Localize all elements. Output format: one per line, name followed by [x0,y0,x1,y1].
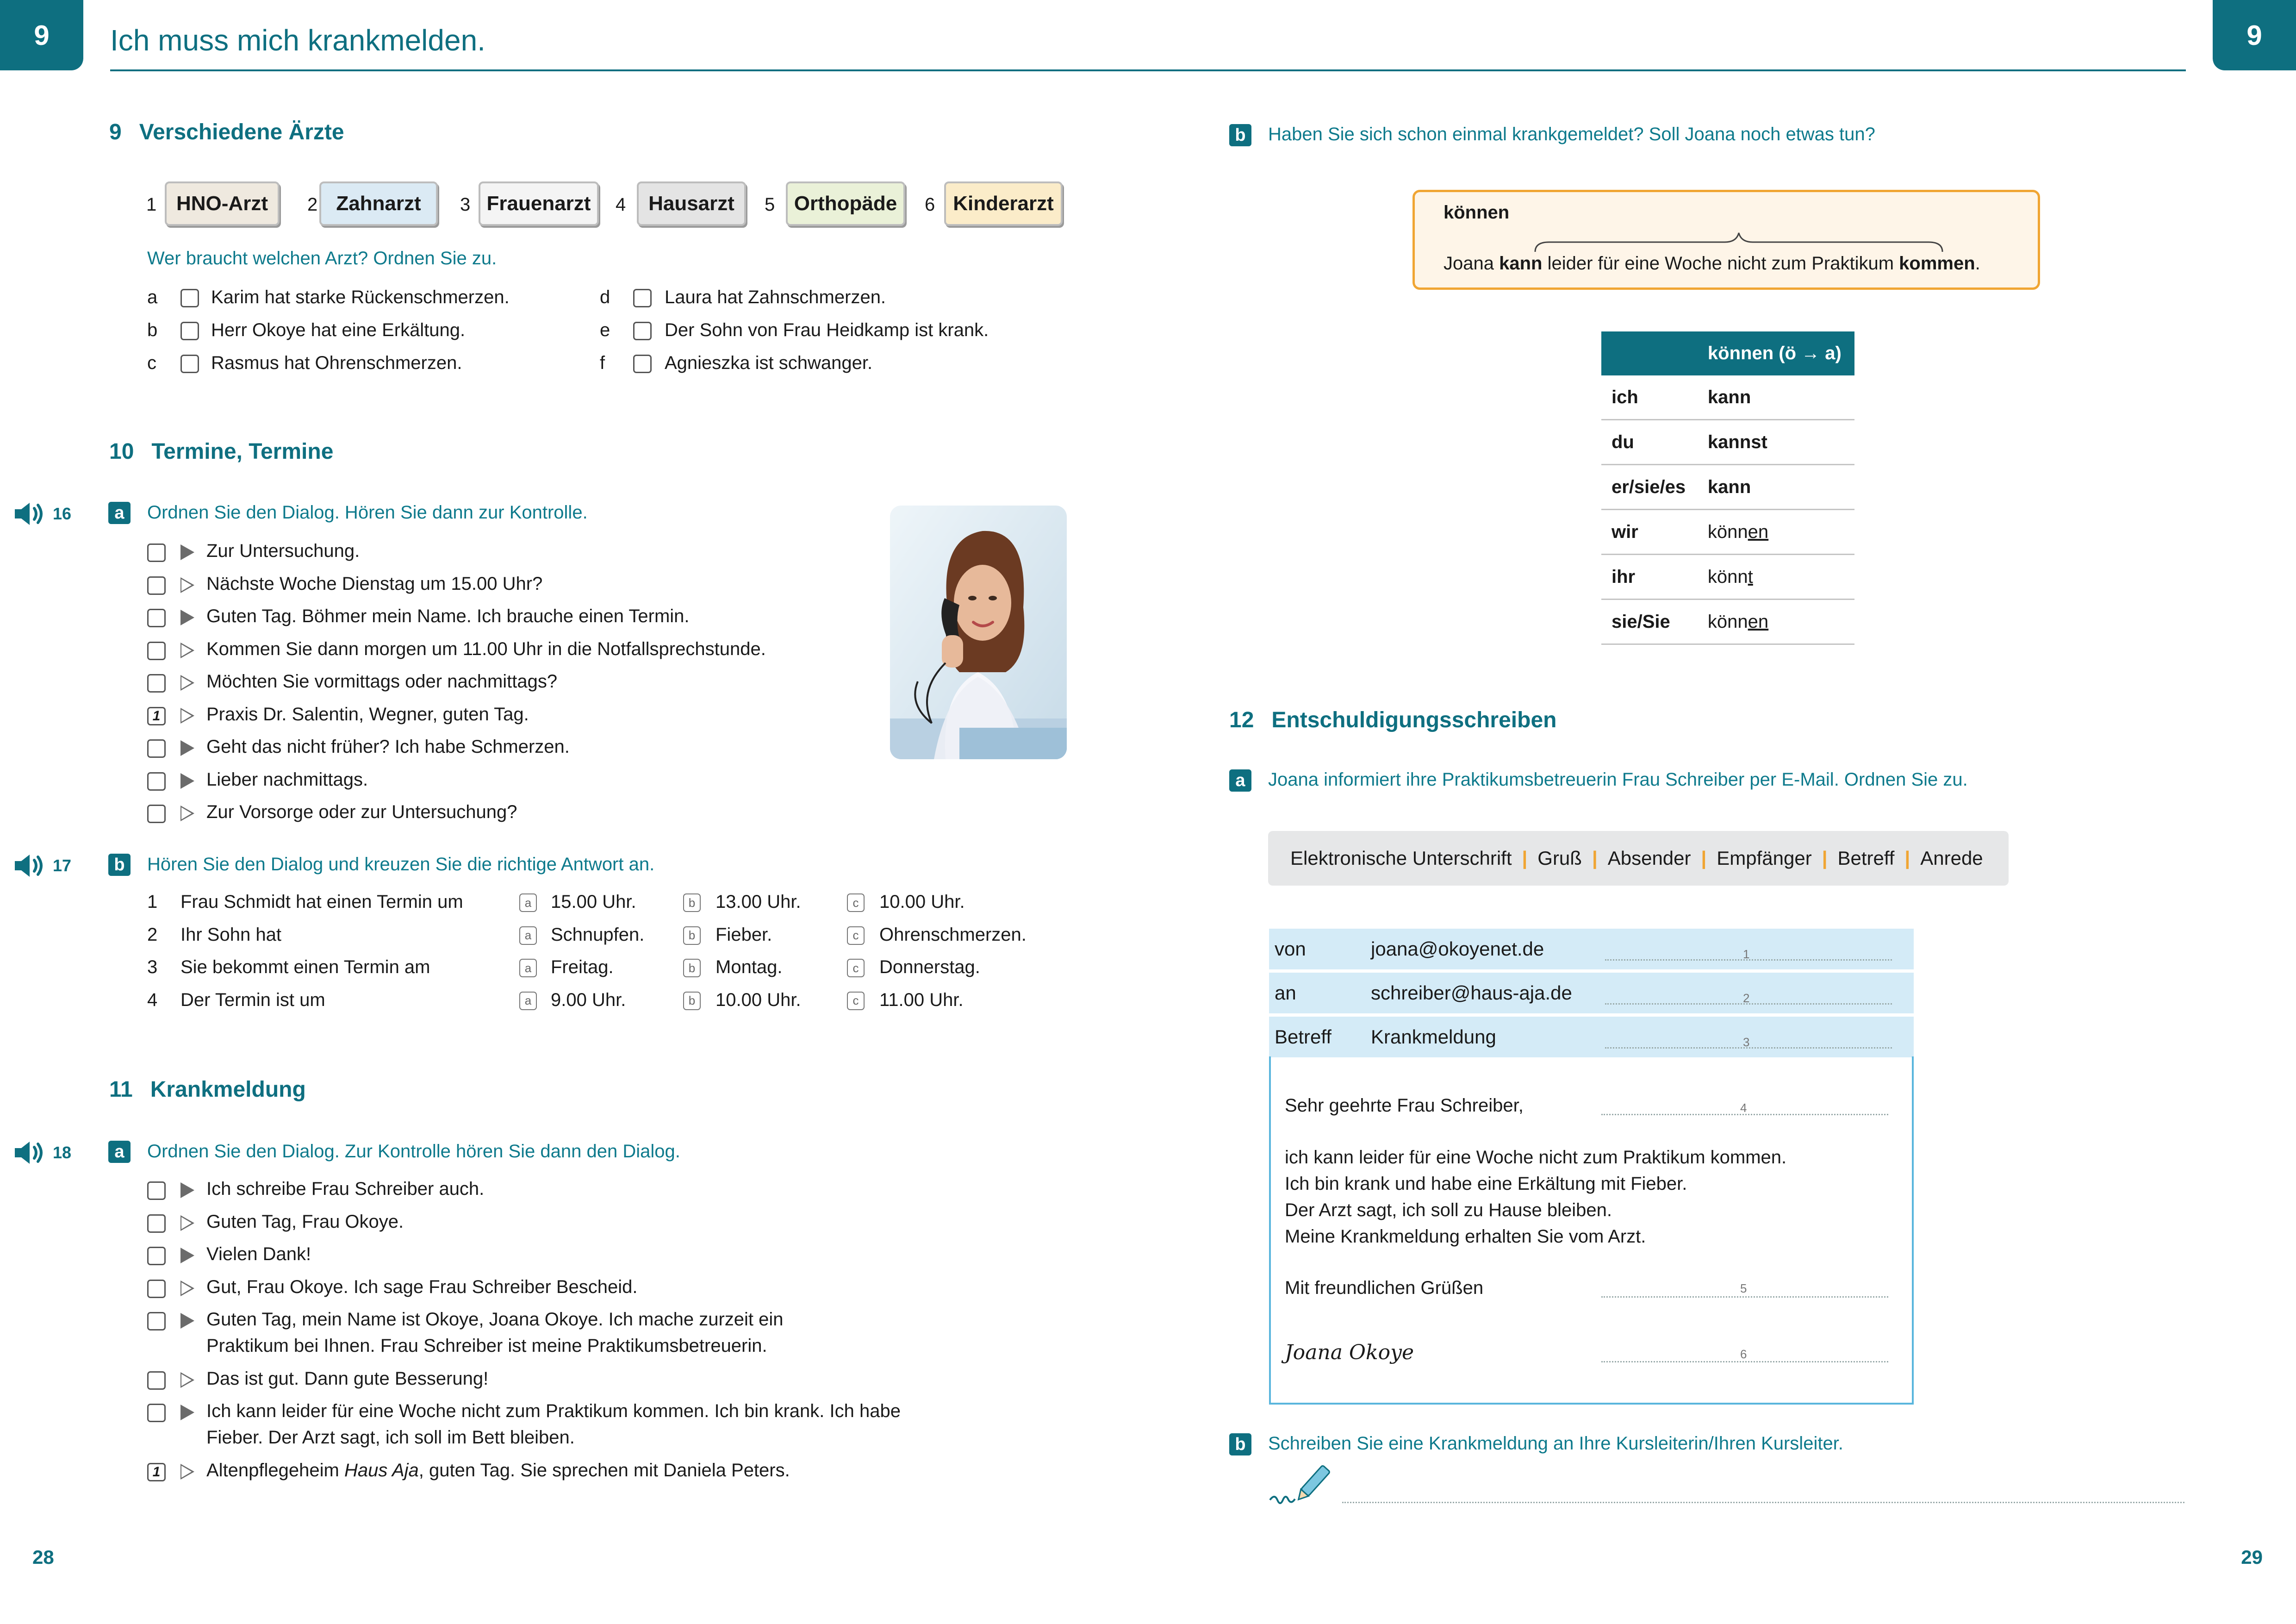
conj-pronoun: du [1601,420,1698,465]
email-field-value: joana@okoyenet.de [1371,938,1544,960]
item-letter: b [147,320,158,340]
email-field-label: Betreff [1275,1026,1332,1048]
option-c-text: Ohrenschmerzen. [879,924,1027,945]
option-b-box[interactable]: b [683,893,701,912]
order-checkbox[interactable] [147,543,166,562]
option-a-text: Schnupfen. [551,924,645,945]
dialog-line: Guten Tag. Böhmer mein Name. Ich brauche einen Termin. [206,606,690,626]
doctor-tag-6[interactable]: Kinderarzt [944,181,1063,226]
conj-form: kann [1698,465,1854,510]
option-b-text: Fieber. [716,924,772,945]
dialog-line: Nächste Woche Dienstag um 15.00 Uhr? [206,573,543,594]
option-c-text: 11.00 Uhr. [879,989,964,1010]
doctor-tag-2[interactable]: Zahnarzt [319,181,438,226]
audio-track-number: 18 [53,1143,72,1162]
doctor-tag-1[interactable]: HNO-Arzt [165,181,280,226]
title-rule [110,69,2186,71]
option-a-text: Freitag. [551,957,614,977]
grammar-box-koennen [1412,190,2040,290]
doctor-number: 6 [925,194,935,215]
email-body-line: Meine Krankmeldung erhalten Sie vom Arzt. [1285,1226,1646,1247]
item-letter: c [147,353,156,373]
question-text: Ihr Sohn hat [180,924,281,945]
order-checkbox[interactable] [147,1312,166,1330]
doctor-number: 3 [460,194,471,215]
question-number: 2 [147,924,158,945]
email-field-label: von [1275,938,1306,960]
conj-form: kann [1698,375,1854,420]
item-text: Herr Okoye hat eine Erkältung. [211,320,466,340]
answer-checkbox[interactable] [180,289,199,307]
speaker-a-arrow-icon [180,610,194,625]
question-number: 4 [147,989,158,1010]
modal-verb: kann [1499,253,1543,274]
email-row-3 [1269,1017,1914,1057]
conjugation-table [1601,331,1854,645]
answer-checkbox[interactable] [180,355,199,373]
chapter-tab-left: 9 [0,0,83,70]
option-a-box[interactable]: a [519,992,537,1010]
dialog-line: Kommen Sie dann morgen um 11.00 Uhr in die Notfallsprechstunde. [206,638,766,659]
word-bank-item[interactable]: Betreff [1837,847,1895,869]
answer-checkbox[interactable] [180,322,199,340]
option-a-text: 9.00 Uhr. [551,989,626,1010]
item-letter: f [600,353,605,373]
dialog-line-cont: Fieber. Der Arzt sagt, ich soll im Bett bleiben. [206,1427,575,1448]
conj-header-blank [1601,331,1698,375]
item-text: Agnieszka ist schwanger. [665,353,873,373]
audio-track-18[interactable] [14,1140,71,1166]
email-body-line: ich kann leider für eine Woche nicht zum Praktikum kommen. [1285,1147,1787,1168]
word-separator: | [1822,847,1828,869]
audio-track-number: 16 [53,504,72,523]
doctor-tag-3[interactable]: Frauenarzt [479,181,599,226]
speaker-b-arrow-icon [180,643,194,658]
dialog-line: Praxis Dr. Salentin, Wegner, guten Tag. [206,704,529,725]
ex12b-instruction: Schreiben Sie eine Krankmeldung an Ihre Kursleiterin/Ihren Kursleiter. [1268,1433,1843,1454]
speaker-a-arrow-icon [180,1405,194,1420]
option-a-text: 15.00 Uhr. [551,892,636,912]
speaker-b-arrow-icon [180,577,194,593]
ex9-instruction: Wer braucht welchen Arzt? Ordnen Sie zu. [147,248,497,269]
doctor-number: 4 [616,194,626,215]
dialog-line: Zur Untersuchung. [206,541,360,561]
answer-checkbox[interactable] [633,322,652,340]
order-checkbox[interactable] [147,1404,166,1422]
blank-number-2: 2 [1743,991,1750,1005]
dialog-line: Guten Tag, Frau Okoye. [206,1211,404,1232]
audio-track-number: 17 [53,856,72,875]
answer-checkbox[interactable] [633,355,652,373]
item-text: Laura hat Zahnschmerzen. [665,287,886,307]
blank-number-3: 3 [1743,1035,1750,1049]
conj-row [1601,465,1854,510]
pencil-icon [1268,1463,1333,1505]
dialog-line: Guten Tag, mein Name ist Okoye, Joana Okoye. Ich mache zurzeit ein [206,1309,784,1330]
conj-row [1601,510,1854,555]
dialog-line: Geht das nicht früher? Ich habe Schmerzen. [206,737,570,757]
doctor-number: 5 [765,194,775,215]
page-number-right: 29 [2241,1546,2263,1568]
question-text: Frau Schmidt hat einen Termin um [180,892,463,912]
speaker-a-arrow-icon [180,773,194,789]
conj-form: können [1698,600,1854,644]
speaker-a-arrow-icon [180,544,194,560]
blank-number-6: 6 [1740,1347,1747,1361]
speaker-b-arrow-icon [180,1372,194,1388]
dialog-line: Ich kann leider für eine Woche nicht zum Praktikum kommen. Ich bin krank. Ich habe [206,1401,901,1421]
ex10b-badge: b [108,854,131,876]
conj-pronoun: sie/Sie [1601,600,1698,644]
order-checkbox[interactable] [147,805,166,823]
item-text: Rasmus hat Ohrenschmerzen. [211,353,462,373]
speaker-a-arrow-icon [180,1248,194,1263]
word-separator: | [1592,847,1598,869]
email-body-line: Der Arzt sagt, ich soll zu Hause bleiben. [1285,1200,1612,1220]
word-bank-item[interactable]: Empfänger [1717,847,1812,869]
option-b-box[interactable]: b [683,926,701,945]
speaker-b-arrow-icon [180,1280,194,1296]
word-bank-item[interactable]: Anrede [1920,847,1983,869]
ex9-title [109,119,344,145]
order-checkbox[interactable]: 1 [147,1463,166,1481]
email-field-label: an [1275,982,1296,1004]
ex12a-instruction: Joana informiert ihre Praktikumsbetreuerin Frau Schreiber per E-Mail. Ordnen Sie zu. [1268,769,1968,790]
blank-line-5[interactable] [1601,1296,1888,1298]
question-text: Sie bekommt einen Termin am [180,957,430,977]
conj-row [1601,375,1854,420]
grammar-box-title: können [1444,202,1510,223]
email-field-value: Krankmeldung [1371,1026,1496,1048]
word-bank-item[interactable]: Elektronische Unterschrift [1290,847,1512,869]
question-number: 3 [147,957,158,977]
question-text: Der Termin ist um [180,989,325,1010]
order-checkbox[interactable] [147,609,166,627]
option-c-text: 10.00 Uhr. [879,892,965,912]
doctor-number: 2 [307,194,318,215]
speaker-b-arrow-icon [180,675,194,691]
conj-form: könnt [1698,555,1854,600]
email-signature: Joana Okoye [1285,1341,1414,1364]
speaker-b-arrow-icon [180,1215,194,1231]
option-c-text: Donnerstag. [879,957,980,977]
speaker-b-arrow-icon [180,806,194,821]
item-letter: e [600,320,610,340]
ex11a-instruction: Ordnen Sie den Dialog. Zur Kontrolle hören Sie dann den Dialog. [147,1141,680,1162]
dialog-line: Zur Vorsorge oder zur Untersuchung? [206,802,517,822]
grammar-sentence: Joana kann leider für eine Woche nicht zum Praktikum kommen. [1444,253,1980,274]
speaker-b-arrow-icon [180,1464,194,1480]
blank-number-1: 1 [1743,947,1750,961]
dialog-line: Gut, Frau Okoye. Ich sage Frau Schreiber Bescheid. [206,1276,638,1297]
email-row-1 [1269,929,1914,969]
ex10-number: 10 [109,439,134,464]
word-separator: | [1701,847,1707,869]
ex10a-instruction: Ordnen Sie den Dialog. Hören Sie dann zur Kontrolle. [147,502,588,523]
doctor-tag-4[interactable]: Hausarzt [637,181,746,226]
ex10a-badge: a [108,502,131,524]
speaker-icon [14,853,46,879]
item-text: Karim hat starke Rückenschmerzen. [211,287,510,307]
speaker-icon [14,501,46,527]
ex9-heading: Verschiedene Ärzte [139,120,344,144]
email-closing: Mit freundlichen Grüßen [1285,1278,1484,1298]
conj-row [1601,420,1854,465]
ex12b-badge: b [1229,1433,1251,1455]
email-row-2 [1269,973,1914,1013]
option-c-box[interactable]: c [847,959,865,977]
ex10b-instruction: Hören Sie den Dialog und kreuzen Sie die richtige Antwort an. [147,854,655,874]
order-checkbox[interactable] [147,674,166,693]
ex11b-badge: b [1229,124,1251,146]
dialog-line: Altenpflegeheim Haus Aja, guten Tag. Sie sprechen mit Daniela Peters. [206,1460,790,1480]
writing-line[interactable] [1342,1502,2184,1503]
option-b-text: 13.00 Uhr. [716,892,801,912]
conj-pronoun: ich [1601,375,1698,420]
ex11a-badge: a [108,1141,131,1163]
word-bank-item[interactable]: Gruß [1537,847,1582,869]
question-number: 1 [147,892,158,912]
email-salutation: Sehr geehrte Frau Schreiber, [1285,1095,1524,1116]
dialog-line: Lieber nachmittags. [206,769,368,790]
speaker-a-arrow-icon [180,1313,194,1329]
ex11b-instruction: Haben Sie sich schon einmal krankgemeldet? Soll Joana noch etwas tun? [1268,124,1875,144]
dialog-line-cont: Praktikum bei Ihnen. Frau Schreiber ist meine Praktikumsbetreuerin. [206,1336,767,1356]
ex10-title [109,439,333,464]
dialog-line: Vielen Dank! [206,1244,311,1264]
option-a-box[interactable]: a [519,893,537,912]
order-checkbox[interactable] [147,1181,166,1200]
dialog-line: Ich schreibe Frau Schreiber auch. [206,1179,485,1199]
ex12-number: 12 [1229,708,1254,732]
ex12a-badge: a [1229,769,1251,792]
ex12-heading: Entschuldigungsschreiben [1271,708,1557,732]
order-checkbox[interactable] [147,576,166,595]
doctor-number: 1 [146,194,157,215]
order-checkbox[interactable] [147,1371,166,1390]
item-text: Der Sohn von Frau Heidkamp ist krank. [665,320,989,340]
photo-receptionist [890,506,1067,759]
dialog-line: Das ist gut. Dann gute Besserung! [206,1368,489,1389]
option-a-box[interactable]: a [519,926,537,945]
ex9-number: 9 [109,120,122,144]
option-a-box[interactable]: a [519,959,537,977]
conj-form: kannst [1698,420,1854,465]
chapter-tab-right: 9 [2213,0,2296,70]
item-letter: d [600,287,610,307]
option-b-text: Montag. [716,957,783,977]
conj-pronoun: wir [1601,510,1698,555]
infinitive-verb: kommen [1899,253,1975,274]
word-bank [1268,831,2009,886]
receptionist-illustration [890,506,1067,759]
order-checkbox[interactable]: 1 [147,707,166,725]
order-checkbox[interactable] [147,642,166,660]
email-body-line: Ich bin krank und habe eine Erkältung mit Fieber. [1285,1174,1687,1194]
speaker-icon [14,1140,46,1166]
item-letter: a [147,287,158,307]
audio-track-17[interactable] [14,853,71,879]
option-b-box[interactable]: b [683,992,701,1010]
sentence-bracket [1531,231,1947,254]
email-field-value: schreiber@haus-aja.de [1371,982,1572,1004]
speaker-a-arrow-icon [180,1182,194,1198]
audio-track-16[interactable] [14,501,71,527]
conj-pronoun: er/sie/es [1601,465,1698,510]
word-bank-item[interactable]: Absender [1607,847,1691,869]
option-c-box[interactable]: c [847,926,865,945]
speaker-b-arrow-icon [180,708,194,724]
option-b-box[interactable]: b [683,959,701,977]
conj-row [1601,555,1854,600]
ex10-heading: Termine, Termine [151,439,334,464]
ex11-title [109,1077,306,1102]
speaker-a-arrow-icon [180,740,194,756]
ex11-heading: Krankmeldung [150,1077,306,1102]
blank-number-4: 4 [1740,1101,1747,1115]
option-c-box[interactable]: c [847,893,865,912]
word-separator: | [1522,847,1528,869]
conj-row [1601,600,1854,644]
conj-header: können (ö → a) [1698,331,1854,375]
order-checkbox[interactable] [147,1214,166,1233]
conj-form: können [1698,510,1854,555]
option-b-text: 10.00 Uhr. [716,989,801,1010]
order-checkbox[interactable] [147,772,166,791]
order-checkbox[interactable] [147,1280,166,1298]
dialog-line: Möchten Sie vormittags oder nachmittags? [206,671,558,692]
blank-number-5: 5 [1740,1281,1747,1295]
order-checkbox[interactable] [147,1247,166,1265]
answer-checkbox[interactable] [633,289,652,307]
option-c-box[interactable]: c [847,992,865,1010]
ex11-number: 11 [109,1077,133,1102]
chapter-title: Ich muss mich krankmelden. [110,24,485,57]
page-number-left: 28 [32,1546,54,1568]
doctor-tag-5[interactable]: Orthopäde [786,181,905,226]
conj-pronoun: ihr [1601,555,1698,600]
order-checkbox[interactable] [147,739,166,758]
ex12-title [1229,707,1556,733]
word-separator: | [1904,847,1910,869]
